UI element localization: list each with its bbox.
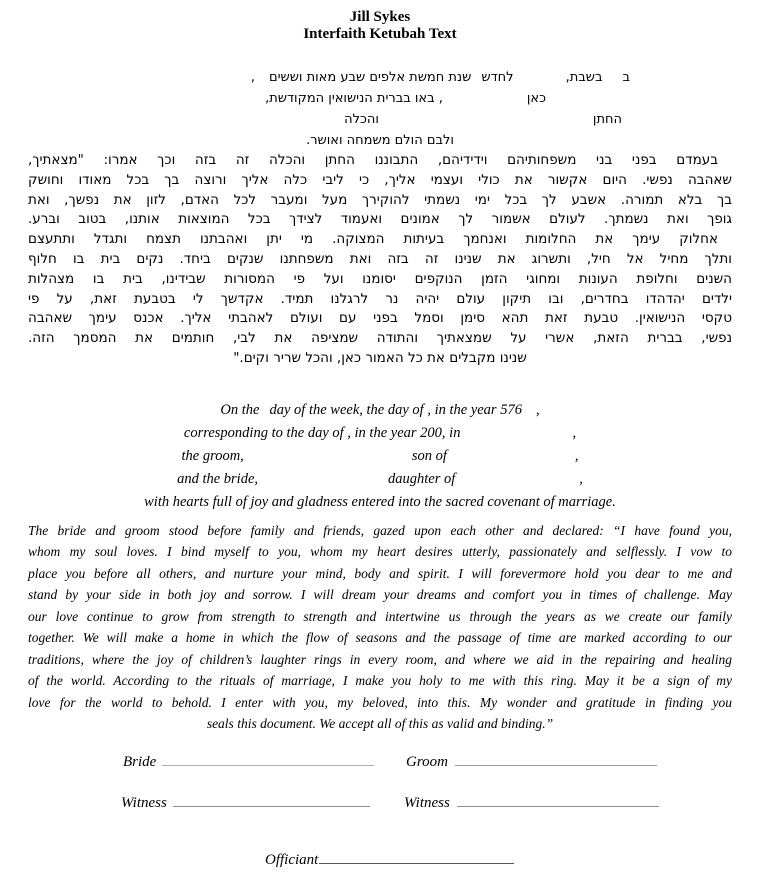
text-segment: החתן (592, 112, 622, 127)
blank-fill-in-space (443, 101, 527, 102)
hebrew-text-line: גופך ואת נשמתך. לעולם אשמור לך אמונים ואעמוד לצידך בכל המוצאות אותנו, בטוב וברע. (28, 211, 732, 228)
hebrew-date-line (0, 109, 760, 130)
text-segment: , (250, 70, 255, 85)
groom-label: Groom (406, 753, 448, 770)
english-vows-line: seals this document. We accept all of this as valid and binding.” (206, 716, 554, 732)
witness1-signature-line (173, 792, 370, 807)
english-vows-line: together. We will make a home in which the flow of seasons and the passage of time are marked according to our (28, 630, 732, 646)
author-name: Jill Sykes (349, 9, 411, 25)
hebrew-date-block (0, 67, 760, 151)
blank-fill-in-space (471, 80, 481, 81)
hebrew-text-line: אחלוק עימך את החלומות ואנחמך בעיתות המצוקה. מי יתן ואהבתנו תצמח ותגדל ותתעצם (28, 231, 718, 248)
blank-fill-in-space (259, 413, 269, 414)
hebrew-text-line: נפשי, בברית הזאת, אשרי על שמצאתיך והתודה שמציפה את לבי, חותמים את המסמך הזה. (28, 330, 732, 347)
officiant-signature-field (265, 849, 514, 869)
hebrew-text-line: טקסי הנישואין. טבעת זאת תהא סימן וסמל בפני עם ועולם לאהבתי אליך. אכנס עימך שאהבה (28, 310, 732, 327)
hebrew-text-line: ותלך מחיל אל חיל, ותשרוג את שנינו זה בזה ואת משפחתנו שנקים ביחד. נקים בית בו חלוף (28, 250, 732, 267)
english-date-line (0, 468, 760, 491)
text-segment: שנת חמשת אלפים שבע מאות וששים (268, 70, 472, 85)
hebrew-text-line: ילדים יהדהדו בחדרים, ובו תיקון עולם יהיה נר לרגלנו תמיד. אקדשך לי בטבעת זאת, על פי (28, 290, 732, 307)
hebrew-date-line (0, 130, 760, 151)
witness2-signature-field (404, 792, 659, 812)
blank-fill-in-space (255, 80, 269, 81)
text-segment: corresponding to the day of , in the year 200, in (183, 424, 461, 441)
text-segment: son of (411, 447, 447, 464)
text-segment: , (579, 470, 583, 487)
text-segment: לחדש (481, 70, 514, 85)
text-segment: בשבת, (565, 70, 603, 85)
english-vows-line: our love continue to grow from strength to strength and intertwine us through the years as we create our family (28, 608, 732, 624)
blank-fill-in-space (455, 482, 579, 483)
blank-fill-in-space (379, 122, 593, 123)
hebrew-text-line: בעמדם בפני בני משפחותיהם וידידיהם, התבוננו החתן והכלה זה בזה וכך אמרו: "מצאתיך, (28, 152, 718, 168)
text-segment: , (535, 401, 540, 418)
hebrew-text-line: שאהבה נפשי. היום אקשור את כולי ועצמי אליך, כי ליבי כלה אליך ורוצה בך בכל מאודו וחושק (28, 171, 732, 188)
text-segment: On the (220, 401, 260, 418)
text-segment: , (572, 424, 577, 441)
blank-fill-in-space (244, 459, 412, 460)
english-vows-line: whom my soul loves. I bind myself to you, whom my heart desires utterly, passionately and selflessly. I vow to (28, 544, 732, 560)
hebrew-date-line (0, 88, 760, 109)
signature-section (0, 751, 760, 869)
hebrew-text-line: השנים וחלופת העונות ומחוגי הזמן הנוקפים יסומנו ועל פי המסורות שבידינו, בית בו מצהלות (28, 270, 732, 287)
witness2-signature-line (457, 792, 659, 807)
blank-fill-in-space (522, 413, 536, 414)
text-segment: with hearts full of joy and gladness entered into the sacred covenant of marriage. (144, 493, 616, 510)
groom-signature-line (455, 751, 657, 766)
english-date-block (0, 399, 760, 514)
text-segment: כאן (526, 91, 546, 106)
text-segment: daughter of (388, 470, 456, 487)
witness1-signature-field (121, 792, 404, 812)
english-vows-line: place you before all others, and nurture your mind, body and spirit. I will forevermore hold you dear to me and (28, 565, 732, 581)
witness1-label: Witness (121, 794, 167, 811)
english-vows-line: The bride and groom stood before family and friends, gazed upon each other and declared: “I have found you, (28, 522, 732, 538)
officiant-signature-line (319, 849, 514, 864)
text-segment: והכלה (344, 112, 379, 127)
hebrew-text-line: בך בלא תמורה. אשבע לך בכל ימי נשמתי להוקירך מעל ומעבר לכל האדם, לזון את נפשך, ואת (28, 191, 732, 208)
blank-fill-in-space (460, 436, 572, 437)
signature-row-bride-groom (123, 751, 760, 771)
bride-label: Bride (123, 753, 157, 770)
hebrew-text-line: שנינו מקבלים את כל האמור כאן, והכל שריר וקים." (233, 349, 527, 366)
signature-row-officiant (265, 849, 760, 869)
blank-fill-in-space (258, 482, 388, 483)
blank-fill-in-space (447, 459, 575, 460)
blank-fill-in-space (514, 80, 566, 81)
hebrew-text-paragraphs (28, 151, 732, 369)
english-date-line (0, 422, 760, 445)
text-segment: , באו בברית הנישואין המקודשת, (265, 91, 443, 106)
english-vows-line: love for the world to behold. I enter with you, my beloved, into this. My wonder and gratitude in finding you (28, 694, 732, 710)
english-date-line (0, 399, 760, 422)
english-date-line (0, 445, 760, 468)
bride-signature-field (123, 751, 406, 771)
document-header (0, 0, 760, 43)
english-vows-line: traditions, where the joy of children’s laughter rings in every room, and where we aid in the repairing and healing (28, 651, 732, 667)
text-segment: and the bride, (177, 470, 259, 487)
blank-fill-in-space (602, 80, 622, 81)
officiant-label: Officiant (265, 851, 319, 868)
english-date-line (0, 491, 760, 514)
english-vows-paragraph (28, 520, 732, 735)
document-title: Interfaith Ketubah Text (303, 26, 457, 42)
text-segment: ב (622, 70, 630, 85)
witness2-label: Witness (404, 794, 450, 811)
text-segment: the groom, (181, 447, 244, 464)
english-vows-line: of the world. According to the rituals of marriage, I make you holy to me with this ring. May it be a sign of my (28, 673, 732, 689)
bride-signature-line (162, 751, 374, 766)
text-segment: day of the week, the day of , in the year 576 (269, 401, 522, 418)
groom-signature-field (406, 751, 657, 771)
text-segment: , (574, 447, 579, 464)
text-segment: ולבם הולם משמחה ואושר. (306, 133, 454, 148)
signature-row-witnesses (121, 792, 760, 812)
hebrew-date-line (0, 67, 760, 88)
english-vows-line: stand by your side in both joy and sorrow. I will dream your dreams and comfort you in times of challenge. May (28, 587, 732, 603)
